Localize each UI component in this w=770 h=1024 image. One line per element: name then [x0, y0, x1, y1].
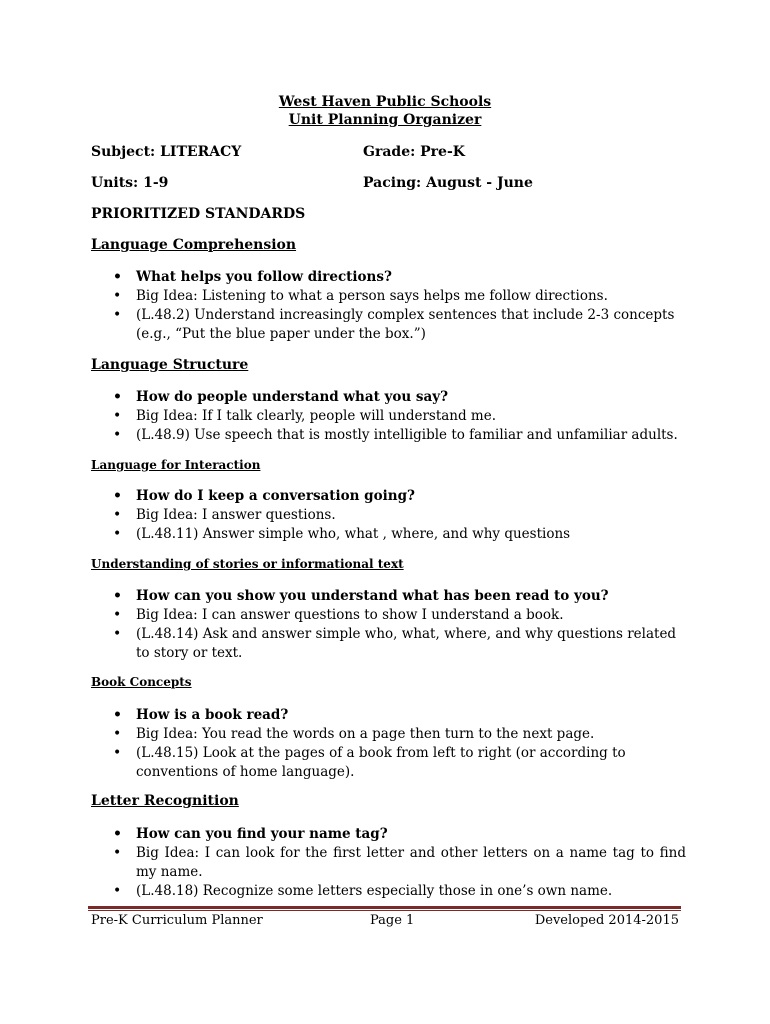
subject-field: Subject: LITERACY: [91, 144, 242, 160]
big-idea: • Big Idea: You read the words on a page then turn to the next page.: [91, 725, 686, 744]
standard: • (L.48.11) Answer simple who, what , where, and why questions: [91, 525, 686, 544]
footer-left-text: Pre-K Curriculum Planner: [91, 913, 263, 928]
big-idea: • Big Idea: I can answer questions to show I understand a book.: [91, 606, 686, 625]
essential-question: • How do I keep a conversation going?: [91, 487, 686, 506]
section-heading-understanding-of-stories: Understanding of stories or informational text: [91, 557, 404, 571]
footer-right-text: Developed 2014-2015: [534, 913, 679, 928]
section-list-language-for-interaction: [91, 487, 686, 544]
organization-title: West Haven Public Schools: [278, 94, 492, 110]
standard: • (L.48.14) Ask and answer simple who, what, where, and why questions related to story or text.: [91, 625, 686, 663]
pacing-field: Pacing: August - June: [363, 175, 533, 191]
essential-question: • How do people understand what you say?: [91, 388, 686, 407]
section-heading-language-structure: Language Structure: [91, 357, 249, 373]
standard: • (L.48.15) Look at the pages of a book from left to right (or according to conventions of home language).: [91, 744, 686, 782]
section-heading-language-comprehension: Language Comprehension: [91, 237, 297, 253]
big-idea: • Big Idea: I answer questions.: [91, 506, 686, 525]
standard: • (L.48.9) Use speech that is mostly intelligible to familiar and unfamiliar adults.: [91, 426, 686, 445]
footer-rule-thin: [88, 910, 681, 911]
section-list-language-comprehension: [91, 268, 686, 344]
section-heading-book-concepts: Book Concepts: [91, 675, 192, 689]
essential-question: • How can you show you understand what has been read to you?: [91, 587, 686, 606]
grade-field: Grade: Pre-K: [363, 144, 465, 160]
essential-question: • How is a book read?: [91, 706, 686, 725]
section-heading-language-for-interaction: Language for Interaction: [91, 458, 261, 472]
document-title: Unit Planning Organizer: [288, 112, 482, 128]
essential-question: • What helps you follow directions?: [91, 268, 686, 287]
section-heading-letter-recognition: Letter Recognition: [91, 793, 239, 809]
big-idea: • Big Idea: Listening to what a person says helps me follow directions.: [91, 287, 686, 306]
big-idea: • Big Idea: I can look for the first letter and other letters on a name tag to find my name.: [91, 844, 686, 882]
units-field: Units: 1-9: [91, 175, 169, 191]
section-list-book-concepts: [91, 706, 686, 782]
prioritized-standards-heading: PRIORITIZED STANDARDS: [91, 206, 306, 222]
footer-page-number: Page 1: [370, 913, 415, 928]
standard: • (L.48.2) Understand increasingly complex sentences that include 2-3 concepts (e.g., “Put the blue paper under the box.”): [91, 306, 686, 344]
big-idea: • Big Idea: If I talk clearly, people will understand me.: [91, 407, 686, 426]
section-list-understanding-of-stories: [91, 587, 686, 663]
standard: • (L.48.18) Recognize some letters especially those in one’s own name.: [91, 882, 686, 901]
footer-rule: [88, 906, 681, 909]
section-list-language-structure: [91, 388, 686, 445]
essential-question: • How can you find your name tag?: [91, 825, 686, 844]
section-list-letter-recognition: [91, 825, 686, 901]
